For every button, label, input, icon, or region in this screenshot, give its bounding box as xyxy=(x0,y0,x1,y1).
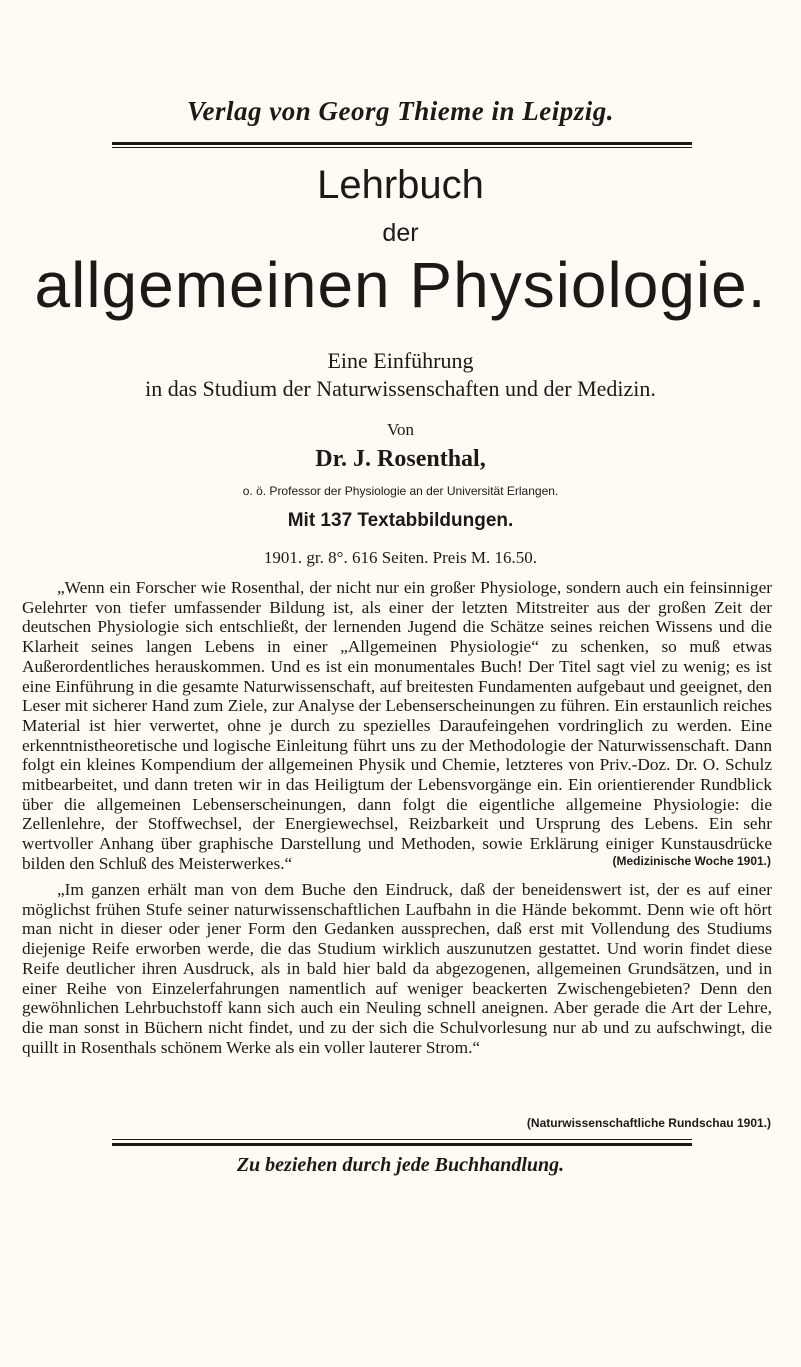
review-source-1: (Medizinische Woche 1901.) xyxy=(612,854,771,868)
review-quote-1: „Wenn ein Forscher wie Rosenthal, der nicht nur ein großer Physiologe, sondern auch ein feinsinniger Gelehrter von tiefer umfassender Bildung ist, als einer der letzten Mitstreiter aus der großen Zeit der deutschen Physiologie sich entschließt, der lernenden Jugend die Schätze seines reichen Wissens und die Klarheit seines langen Lebens in einer „Allgemeinen Physiologie“ zu schenken, so muß etwas Außerordentliches herauskommen. Und es ist ein monumentales Buch! Der Titel sagt viel zu wenig; es ist eine Einführung in die gesamte Naturwissenschaft, auf breitesten Fundamenten aufgebaut und geeignet, den Leser mit sicherer Hand zum Ziele, zur Analyse der Lebenserscheinungen zu führen. Ein erstaunlich reiches Material ist hier verwertet, ohne je durch zu spezielles Daraufeingehen vordringlich zu werden. Eine erkenntnistheoretische und logische Einleitung führt uns zu der Methodologie der Naturwissenschaft. Dann folgt ein kleines Kompendium der allgemeinen Physik und Chemie, letzteres von Priv.-Doz. Dr. O. Schulz mitbearbeitet, und dann treten wir in das Heiligtum der Lebensvorgänge ein. Ein orientierender Rundblick über die allgemeinen Lebenserscheinungen, dann folgt die eigentliche allgemeine Physiologie: die Zellenlehre, der Stoffwechsel, der Energiewechsel, Reizbarkeit und Ursprung des Lebens. Ein sehr wertvoller Anhang über graphische Darstellung und Methoden, sowie Erklärung einiger Kunstausdrücke bilden den Schluß des Meisterwerkes.“ xyxy=(22,578,772,873)
book-label-der: der xyxy=(382,219,419,247)
publisher-header: Verlag von Georg Thieme in Leipzig. xyxy=(187,96,614,126)
illustrations-note: Mit 137 Textabbildungen. xyxy=(287,510,514,531)
footer-rule-thin xyxy=(112,1139,692,1140)
footer-note: Zu beziehen durch jede Buchhandlung. xyxy=(236,1154,565,1176)
author-name: Dr. J. Rosenthal, xyxy=(315,446,486,472)
book-subtitle-line1: Eine Einführung xyxy=(327,348,474,373)
author-prefix: Von xyxy=(386,420,415,439)
review-quote-2: „Im ganzen erhält man von dem Buche den Eindruck, daß der beneidenswert ist, der es auf einer möglichst frühen Stufe seiner naturwissenschaftlichen Laufbahn in die Hände bekommt. Denn wie oft hört man nicht in dieser oder jener Form den Gedanken aussprechen, daß erst mit Vollendung des Studiums diejenige Reife erworben werde, die das Studium wirklich auszunutzen gestattet. Und worin findet diese Reife deutlicher ihren Ausdruck, als in bald hier bald da abgezogenen, allgemeinen Grundsätzen, und in einer Reihe von Einzelerfahrungen namentlich auf weniger beackerten Zwischengebieten? Denn den gewöhnlichen Lehrbuchstoff kann sich auch ein Neuling schnell aneignen. Aber gerade die Art der Lehre, die man sonst in Büchern nicht findet, und zu der sich die Schulvorlesung nur ab und zu aufschwingt, die quillt in Rosenthals schönem Werke als ein voller lauterer Strom.“ xyxy=(22,880,772,1057)
book-subtitle-line2: in das Studium der Naturwissenschaften und der Medizin. xyxy=(145,376,656,401)
footer-rule-thick xyxy=(112,1143,692,1146)
book-label-lehrbuch: Lehrbuch xyxy=(317,163,484,207)
header-rule-thick xyxy=(112,142,692,145)
review-source-2: (Naturwissenschaftliche Rundschau 1901.) xyxy=(526,1116,771,1130)
header-rule-thin xyxy=(112,147,692,148)
publication-info: 1901. gr. 8°. 616 Seiten. Preis M. 16.50. xyxy=(263,548,538,567)
author-affiliation: o. ö. Professor der Physiologie an der Universität Erlangen. xyxy=(242,484,559,498)
book-title: allgemeinen Physiologie. xyxy=(34,249,767,321)
